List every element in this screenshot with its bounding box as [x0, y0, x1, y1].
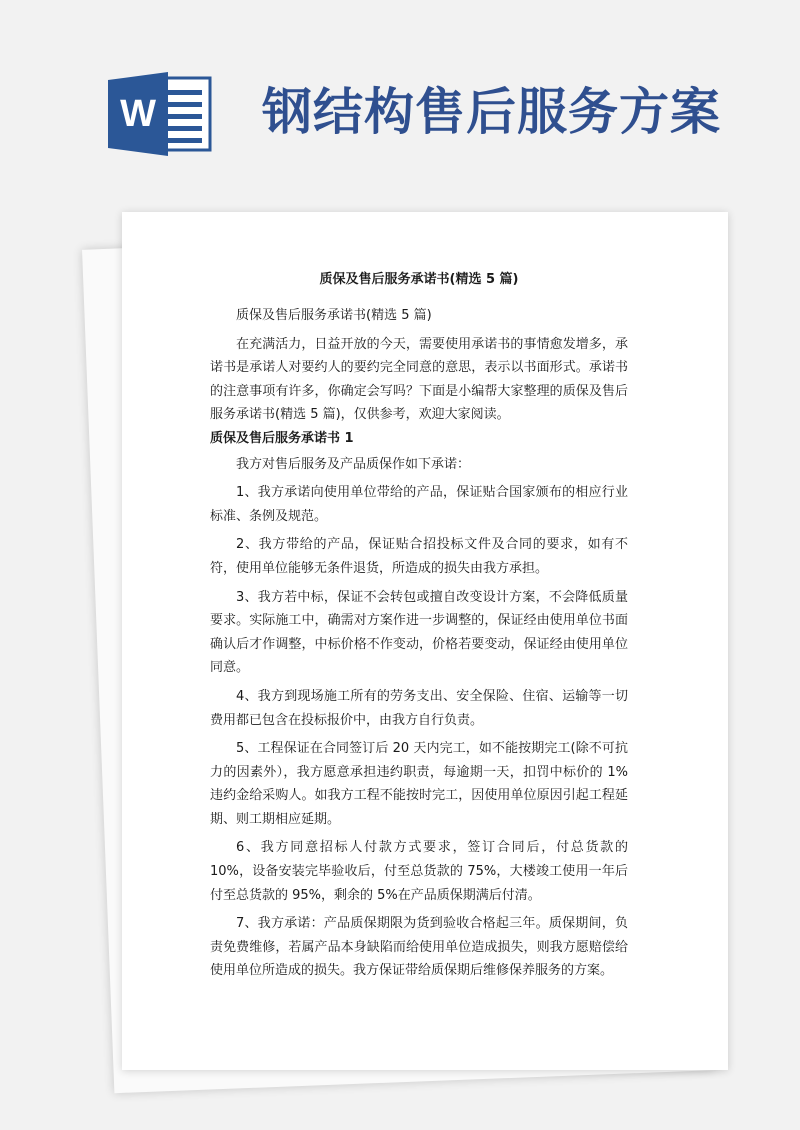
- paragraph-item-1: 1、我方承诺向使用单位带给的产品，保证贴合国家颁布的相应行业标准、条例及规范。: [210, 485, 628, 524]
- section-heading: 质保及售后服务承诺书 1: [210, 430, 354, 446]
- paragraph-item-5: 5、工程保证在合同签订后 20 天内完工，如不能按期完工(除不可抗力的因素外），我方愿意承担违约职责，每逾期一天，扣罚中标价的 1%违约金给采购人。如我方工程不能按时完工，因使用单位原因引起工程延期、则工期相应延期。: [210, 741, 628, 827]
- word-logo-letter: W: [120, 93, 156, 135]
- paragraph-item-6: 6、我方同意招标人付款方式要求，签订合同后，付总货款的 10%，设备安装完毕验收后，付至总货款的 75%，大楼竣工使用一年后付至总货款的 95%，剩余的 5%在产品质保期满后付清。: [210, 840, 628, 903]
- document-title: 质保及售后服务承诺书(精选 5 篇): [319, 272, 519, 287]
- word-document-icon: [108, 72, 212, 156]
- paragraph-item-3: 3、我方若中标，保证不会转包或擅自改变设计方案，不会降低质量要求。实际施工中，确需对方案作进一步调整的，保证经由使用单位书面确认后才作调整，中标价格不作变动，价格若要变动，保证经由使用单位同意。: [210, 589, 628, 676]
- paragraph-item-4: 4、我方到现场施工所有的劳务支出、安全保险、住宿、运输等一切费用都已包含在投标报价中，由我方自行负责。: [210, 688, 628, 728]
- paragraph-item-7: 7、我方承诺：产品质保期限为货到验收合格起三年。质保期间，负责免费维修，若属产品本身缺陷而给使用单位造成损失，则我方愿赔偿给使用单位所造成的损失。我方保证带给质保期后维修保养服务的方案。: [210, 916, 628, 979]
- paragraph-intro: 在充满活力，日益开放的今天，需要使用承诺书的事情愈发增多，承诺书是承诺人对要约人的要约完全同意的意思，表示以书面形式。承诺书的注意事项有许多，你确定会写吗？下面是小编帮大家整理的质保及售后服务承诺书(精选 5 篇)，仅供参考，欢迎大家阅读。: [210, 336, 628, 423]
- page-title: 钢结构售后服务方案: [262, 83, 721, 141]
- header: [0, 0, 800, 200]
- paragraph-item-2: 2、我方带给的产品，保证贴合招投标文件及合同的要求，如有不符，使用单位能够无条件退货，所造成的损失由我方承担。: [210, 537, 628, 576]
- document-body: [210, 268, 628, 983]
- paragraph-commitment-lead: 我方对售后服务及产品质保作如下承诺：: [236, 456, 471, 472]
- paragraph-subtitle: 质保及售后服务承诺书(精选 5 篇): [236, 308, 432, 323]
